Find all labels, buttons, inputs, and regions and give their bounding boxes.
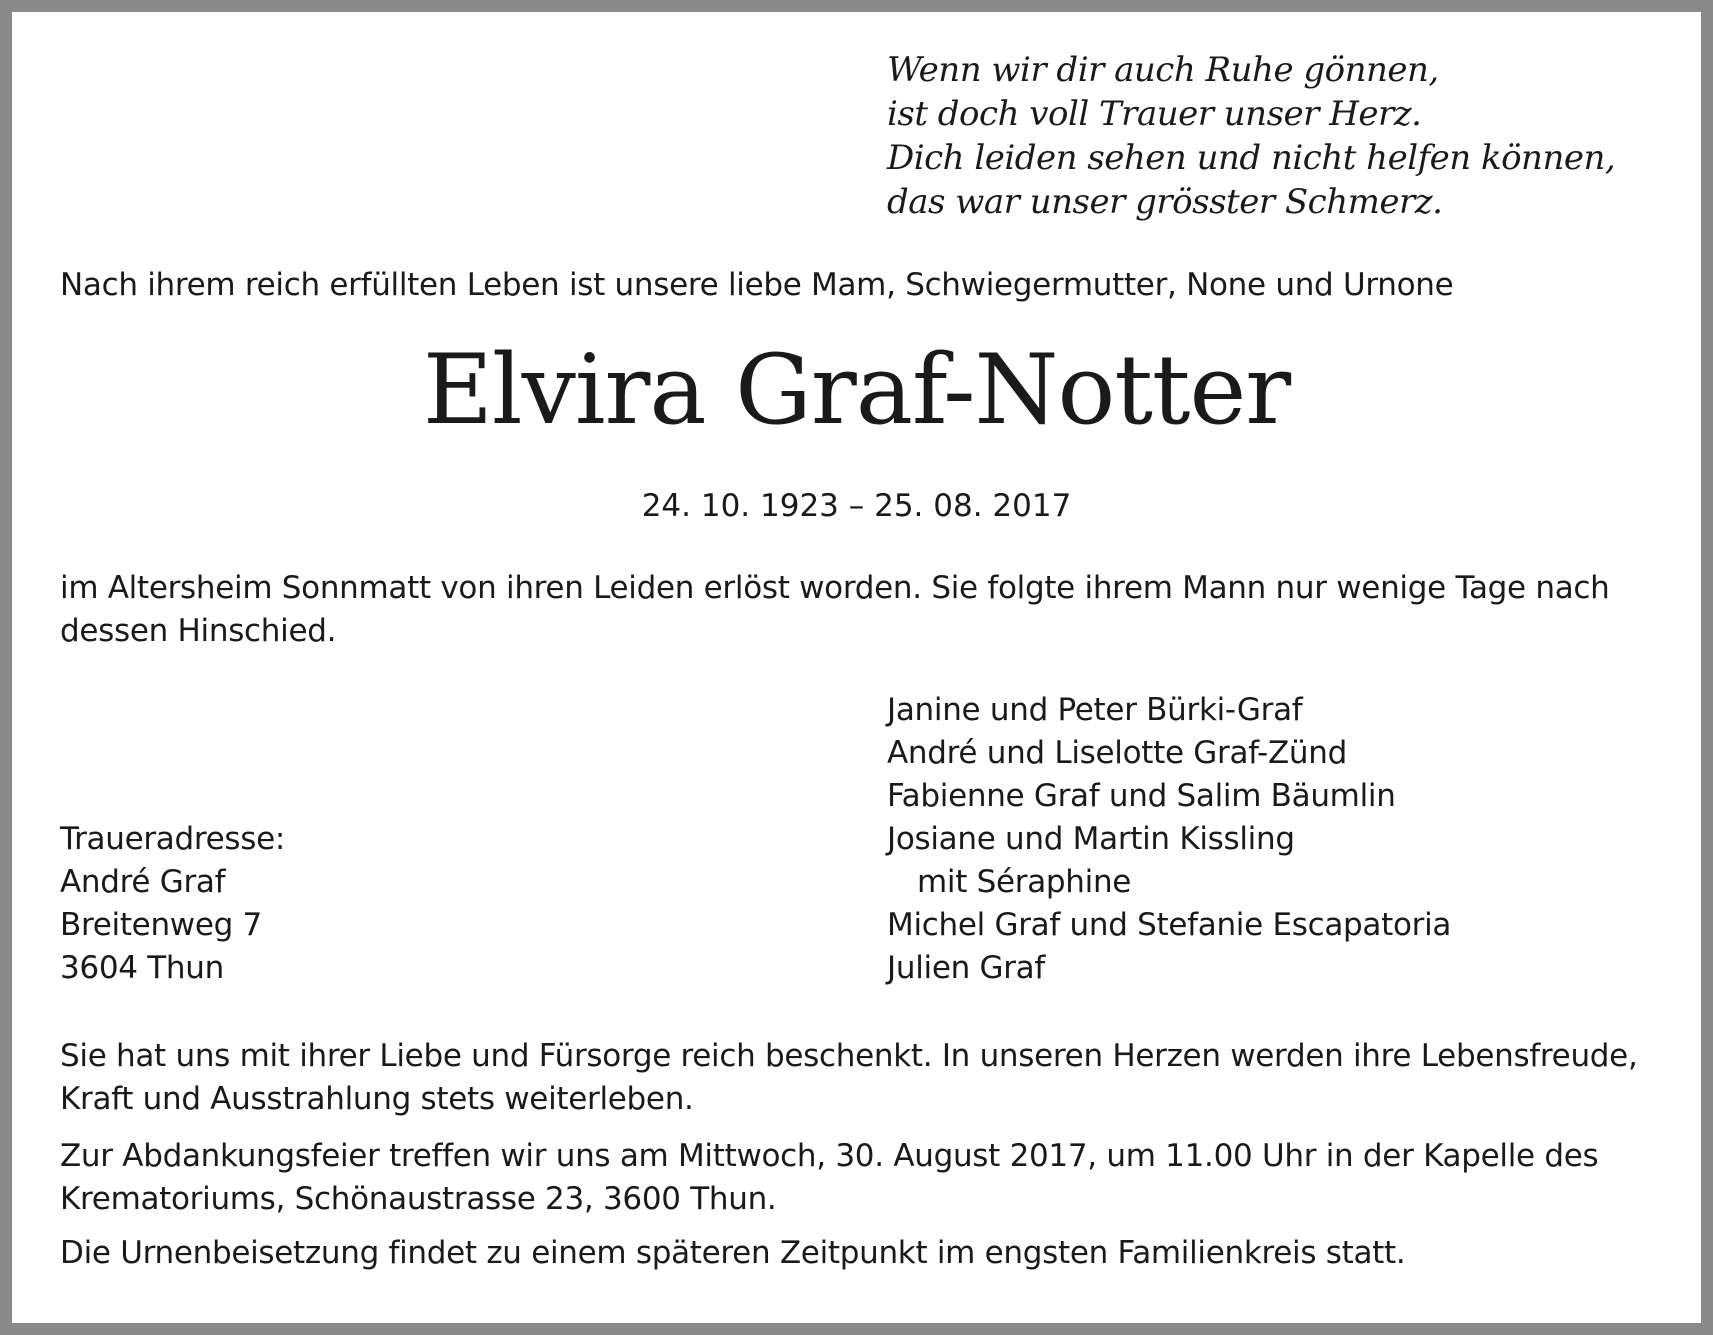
obituary-notice xyxy=(12,12,1701,1323)
mourner-entry: Julien Graf xyxy=(887,950,1045,986)
poem-line: ist doch voll Trauer unser Herz. xyxy=(887,94,1422,134)
life-dates: 24. 10. 1923 – 25. 08. 2017 xyxy=(641,488,1072,524)
burial-info: Die Urnenbeisetzung findet zu einem späteren Zeitpunkt im engsten Familienkreis statt. xyxy=(60,1235,1406,1271)
mourner-entry: mit Séraphine xyxy=(917,864,1132,900)
address-line: 3604 Thun xyxy=(60,950,224,986)
poem-line: das war unser grösster Schmerz. xyxy=(887,182,1443,222)
passing-text: im Altersheim Sonnmatt von ihren Leiden erlöst worden. Sie folgte ihrem Mann nur wenige Tage nach dessen Hinschied. xyxy=(60,570,1610,649)
mourner-entry: Fabienne Graf und Salim Bäumlin xyxy=(887,778,1396,814)
mourner-entry: Michel Graf und Stefanie Escapatoria xyxy=(887,907,1452,943)
address-label: Traueradresse: xyxy=(60,821,286,857)
mourner-entry: André und Liselotte Graf-Zünd xyxy=(887,735,1347,771)
closing-paragraph: Sie hat uns mit ihrer Liebe und Fürsorge reich beschenkt. In unseren Herzen werden ihre Lebensfreude, Kraft und Ausstrahlung stets weiterleben. xyxy=(60,1038,1638,1117)
mourner-entry: Josiane und Martin Kissling xyxy=(887,821,1295,857)
funeral-info: Zur Abdankungsfeier treffen wir uns am Mittwoch, 30. August 2017, um 11.00 Uhr in der Kapelle des Krematoriums, Schönaustrasse 23, 3600 Thun. xyxy=(60,1138,1599,1217)
mourners-list xyxy=(887,689,1451,990)
deceased-name: Elvira Graf-Notter xyxy=(422,334,1291,446)
mourning-address xyxy=(60,818,285,990)
address-line: Breitenweg 7 xyxy=(60,907,262,943)
intro-text: Nach ihrem reich erfüllten Leben ist unsere liebe Mam, Schwiegermutter, None und Urnone xyxy=(60,267,1454,303)
poem-line: Dich leiden sehen und nicht helfen können, xyxy=(887,138,1616,178)
mourner-entry: Janine und Peter Bürki-Graf xyxy=(887,692,1303,728)
poem-line: Wenn wir dir auch Ruhe gönnen, xyxy=(887,50,1439,90)
poem xyxy=(887,48,1615,224)
address-line: André Graf xyxy=(60,864,226,900)
